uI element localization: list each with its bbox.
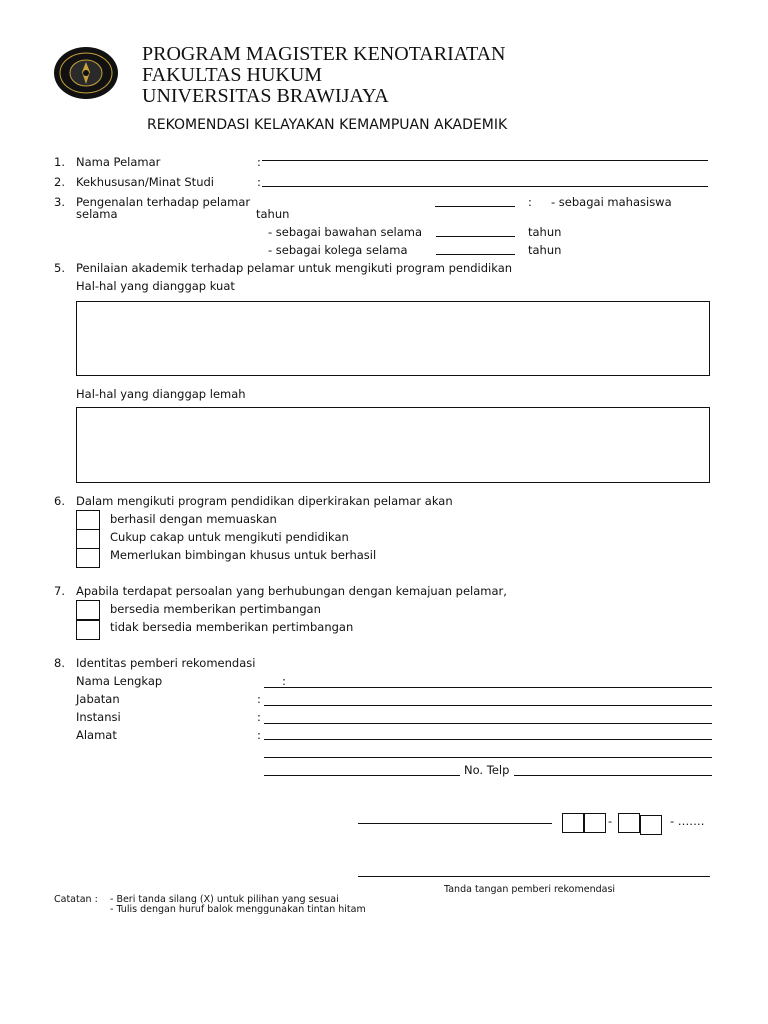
- address-label: Alamat: [76, 728, 117, 742]
- strengths-textbox[interactable]: [76, 301, 710, 376]
- item-7-label: Apabila terdapat persoalan yang berhubungan dengan kemajuan pelamar,: [76, 584, 507, 598]
- item-6-number: 6.: [54, 494, 65, 508]
- position-label: Jabatan: [76, 692, 120, 706]
- mahasiswa-years-field[interactable]: [435, 206, 515, 207]
- tahun-label-1: tahun: [256, 207, 290, 221]
- not-willing-checkbox[interactable]: [76, 620, 100, 640]
- address-field-3[interactable]: [264, 775, 460, 776]
- signature-label: Tanda tangan pemberi rekomendasi: [444, 884, 616, 895]
- item-2-label: Kekhususan/Minat Studi: [76, 175, 214, 189]
- item-1-colon: :: [257, 155, 261, 169]
- option-needs-guidance-checkbox[interactable]: [76, 548, 100, 568]
- item-6-label: Dalam mengikuti program pendidikan diperkirakan pelamar akan: [76, 494, 453, 508]
- option-succeed-checkbox[interactable]: [76, 510, 100, 530]
- date-month-box-1[interactable]: [618, 813, 640, 833]
- option-needs-guidance-label: Memerlukan bimbingan khusus untuk berhasil: [110, 548, 377, 562]
- item-3-number: 3.: [54, 195, 65, 209]
- item-7-number: 7.: [54, 584, 65, 598]
- item-5-number: 5.: [54, 261, 65, 275]
- signature-line[interactable]: [358, 876, 710, 877]
- phone-field[interactable]: [514, 775, 712, 776]
- weaknesses-textbox[interactable]: [76, 407, 710, 483]
- note-1: - Beri tanda silang (X) untuk pilihan yang sesuai: [110, 894, 339, 905]
- notes-label: Catatan :: [54, 894, 98, 905]
- option-capable-label: Cukup cakap untuk mengikuti pendidikan: [110, 530, 349, 544]
- as-subordinate-label: - sebagai bawahan selama: [268, 225, 423, 239]
- university-seal-icon: [53, 46, 119, 100]
- address-field-1[interactable]: [264, 739, 712, 740]
- weaknesses-label: Hal-hal yang dianggap lemah: [76, 387, 246, 401]
- applicant-name-field[interactable]: [262, 160, 708, 161]
- phone-label: No. Telp: [464, 763, 510, 777]
- tahun-label-2: tahun: [528, 225, 562, 239]
- as-student-label: - sebagai mahasiswa: [551, 195, 672, 209]
- item-1-label: Nama Pelamar: [76, 155, 161, 169]
- date-month-box-2[interactable]: [640, 815, 662, 835]
- header-line-3: UNIVERSITAS BRAWIJAYA: [142, 85, 389, 107]
- header-line-2: FAKULTAS HUKUM: [142, 64, 323, 86]
- form-title: REKOMENDASI KELAYAKAN KEMAMPUAN AKADEMIK: [147, 117, 508, 133]
- date-dash-1: -: [608, 814, 613, 828]
- as-colleague-label: - sebagai kolega selama: [268, 243, 408, 257]
- tahun-label-3: tahun: [528, 243, 562, 257]
- address-colon: :: [257, 728, 261, 742]
- institution-label: Instansi: [76, 710, 121, 724]
- item-5-label: Penilaian akademik terhadap pelamar untuk mengikuti program pendidikan: [76, 261, 513, 275]
- date-day-box-2[interactable]: [584, 813, 606, 833]
- full-name-colon: :: [282, 674, 286, 688]
- item-3-label: Pengenalan terhadap pelamar: [76, 195, 251, 209]
- willing-checkbox[interactable]: [76, 600, 100, 620]
- position-field[interactable]: [264, 705, 712, 706]
- note-2: - Tulis dengan huruf balok menggunakan tintan hitam: [110, 904, 366, 915]
- date-day-box-1[interactable]: [562, 813, 584, 833]
- strengths-label: Hal-hal yang dianggap kuat: [76, 279, 235, 293]
- item-8-number: 8.: [54, 656, 65, 670]
- item-2-number: 2.: [54, 175, 65, 189]
- willing-label: bersedia memberikan pertimbangan: [110, 602, 321, 616]
- option-succeed-label: berhasil dengan memuaskan: [110, 512, 277, 526]
- place-field[interactable]: [358, 823, 552, 824]
- item-1-number: 1.: [54, 155, 65, 169]
- item-8-label: Identitas pemberi rekomendasi: [76, 656, 256, 670]
- option-capable-checkbox[interactable]: [76, 529, 100, 549]
- subordinate-years-field[interactable]: [436, 236, 515, 237]
- institution-colon: :: [257, 710, 261, 724]
- address-field-2[interactable]: [264, 757, 712, 758]
- item-3-colon: :: [528, 195, 532, 209]
- date-year-placeholder: - …….: [670, 814, 705, 828]
- header-line-1: PROGRAM MAGISTER KENOTARIATAN: [142, 43, 506, 65]
- selama-label: selama: [76, 207, 118, 221]
- full-name-label: Nama Lengkap: [76, 674, 163, 688]
- full-name-field[interactable]: [264, 687, 712, 688]
- not-willing-label: tidak bersedia memberikan pertimbangan: [110, 620, 354, 634]
- specialization-field[interactable]: [262, 186, 708, 187]
- institution-field[interactable]: [264, 723, 712, 724]
- colleague-years-field[interactable]: [436, 254, 515, 255]
- position-colon: :: [257, 692, 261, 706]
- item-2-colon: :: [257, 175, 261, 189]
